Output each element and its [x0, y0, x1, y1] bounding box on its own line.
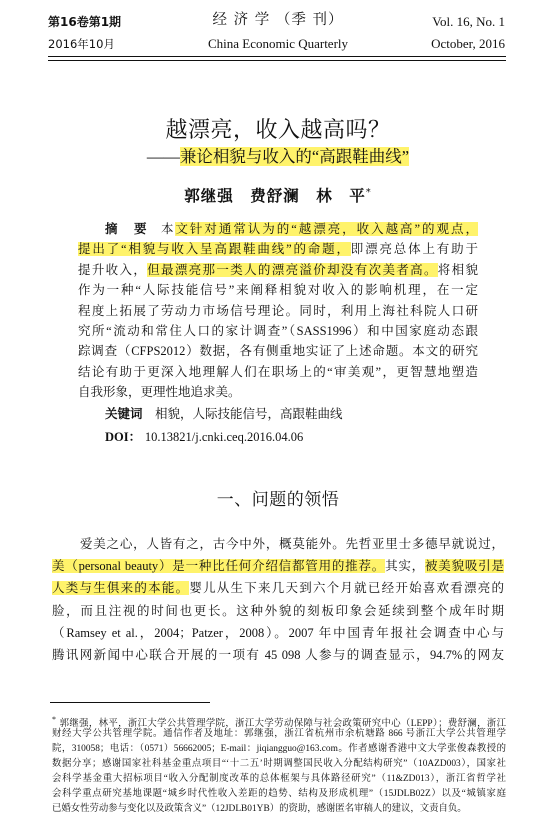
author-list [0, 182, 556, 207]
body-line: 脸，而且注视的时间也更长。这种外貌的刻板印象会延续到整个成年时期 [52, 603, 504, 618]
header-rule-thin [48, 60, 506, 61]
header-rule [48, 56, 506, 57]
subtitle-dash: —— [146, 147, 180, 166]
abstract-highlight: 但最漂亮那一类人的漂亮溢价却没有次美者高。 [147, 262, 438, 277]
keywords [105, 404, 478, 424]
author-names: 郭继强 费舒澜 林 平 [184, 187, 366, 206]
abstract-line: 踪调查（CFPS2012）数据，各有侧重地实证了上述命题。本文的研究 [78, 344, 478, 359]
paper-subtitle [0, 146, 556, 168]
body-text: 其实， [385, 559, 425, 574]
abstract-label: 摘 要 [105, 221, 149, 236]
body-line: 腾讯网新闻中心联合开展的一项有 45 098 人参与的调查显示，94.7%的网友 [52, 648, 504, 662]
footnote-line: 院，310058；电话：（0571）56662005；E-mail：jiqiangguo@163.com。作者感谢香港中文大学张俊森教授的 [52, 743, 506, 754]
keywords-text: 相貌，人际技能信号，高跟鞋曲线 [155, 407, 343, 421]
section-heading: 一、问题的领悟 [216, 490, 340, 509]
abstract-text: 将相貌 [437, 262, 478, 277]
body-line [52, 556, 504, 576]
abstract-line: 程度上拓展了劳动力市场信号理论。同时，利用上海社科院人口研 [78, 303, 478, 318]
header-date-cn: 2016年10月 [48, 37, 115, 51]
abstract-text: 本 [160, 222, 176, 236]
abstract-line [105, 219, 478, 239]
abstract-line: 自我形象，更理性地追求美。 [78, 385, 241, 400]
doi-label: DOI： [105, 430, 142, 444]
footnote-line: 会科学重点研究基地课题“城乡时代性收入差距的趋势、结构及形成机理”（15JDLB02Z）以及“城镇家庭 [52, 788, 506, 799]
body-line [52, 578, 504, 598]
abstract-text: 提升收入， [78, 262, 148, 277]
abstract-line [78, 239, 478, 259]
doi [105, 427, 478, 447]
body-text: 婴儿从生下来几天到六个月就已经开始喜欢看漂亮的 [189, 581, 504, 596]
header-journal-cn: 经 济 学 （季 刊） [212, 12, 344, 28]
abstract-line: 究所“流动和常住人口的家计调查”（SASS1996）和中国家庭动态跟 [78, 324, 478, 338]
body-highlight: 美（personal beauty）是一种比任何介绍信都管用的推荐。 [52, 559, 386, 574]
footnote-rule [50, 702, 210, 703]
footnote-line: 已婚女性劳动参与变化以及政策含义”（12JDLB01YB）的资助，感谢匿名审稿人的建议，文责自负。 [52, 803, 467, 814]
doi-value: 10.13821/j.cnki.ceq.2016.04.06 [144, 430, 304, 444]
footnote-marker: * [52, 714, 56, 724]
abstract-text: 即漂亮总体上有助于 [350, 242, 478, 257]
abstract-highlight: 文针对通常认为的“越漂亮，收入越高”的观点， [175, 222, 478, 236]
author-footnote-marker: * [365, 187, 372, 198]
abstract-line: 作为一种“人际技能信号”来阐释相貌对收入的影响机理，在一定 [78, 283, 478, 298]
abstract-line: 结论有助于更深入地理解人们在职场上的“审美观”，更智慧地塑造 [78, 364, 478, 379]
header-volume-en: Vol. 16, No. 1 [432, 14, 505, 29]
header-date-en: October, 2016 [431, 36, 505, 51]
abstract-highlight: 提出了“相貌与收入呈高跟鞋曲线”的命题， [78, 242, 351, 257]
abstract-line [78, 260, 478, 280]
paper-title: 越漂亮，收入越高吗？ [165, 117, 391, 142]
footnote-line [52, 712, 506, 727]
body-highlight: 被美貌吸引是 [424, 559, 504, 574]
footnote-line: 财经大学公共管理学院。通信作者及地址：郭继强，浙江省杭州市余杭塘路 866 号浙江大学公共管理学 [52, 728, 506, 739]
body-line: （Ramsey et al.，2004；Patzer，2008）。2007 年中国青年报社会调查中心与 [52, 625, 504, 640]
header-volume-cn: 第16卷第1期 [48, 15, 122, 29]
subtitle-text: 兼论相貌与收入的“高跟鞋曲线” [179, 147, 410, 166]
footnote-line: 数据分享；感谢国家社科基金重点项目“‘十二五’时期调整国民收入分配结构研究”（10AZD003），国家社 [52, 758, 506, 769]
footnote-text: 郭继强，林平，浙江大学公共管理学院，浙江大学劳动保障与社会政策研究中心（LEPP）；费舒澜，浙江 [59, 718, 506, 729]
footnote-line: 会科学基金重大招标项目“收入分配制度改革的总体框架与具体路径研究”（11&ZD013），浙江省哲学社 [52, 773, 506, 784]
body-line: 爱美之心，人皆有之，古今中外，概莫能外。先哲亚里士多德早就说过， [80, 537, 504, 551]
header-journal-en: China Economic Quarterly [207, 36, 349, 51]
keywords-label: 关键词 [105, 406, 143, 421]
body-highlight: 人类与生俱来的本能。 [52, 581, 190, 596]
